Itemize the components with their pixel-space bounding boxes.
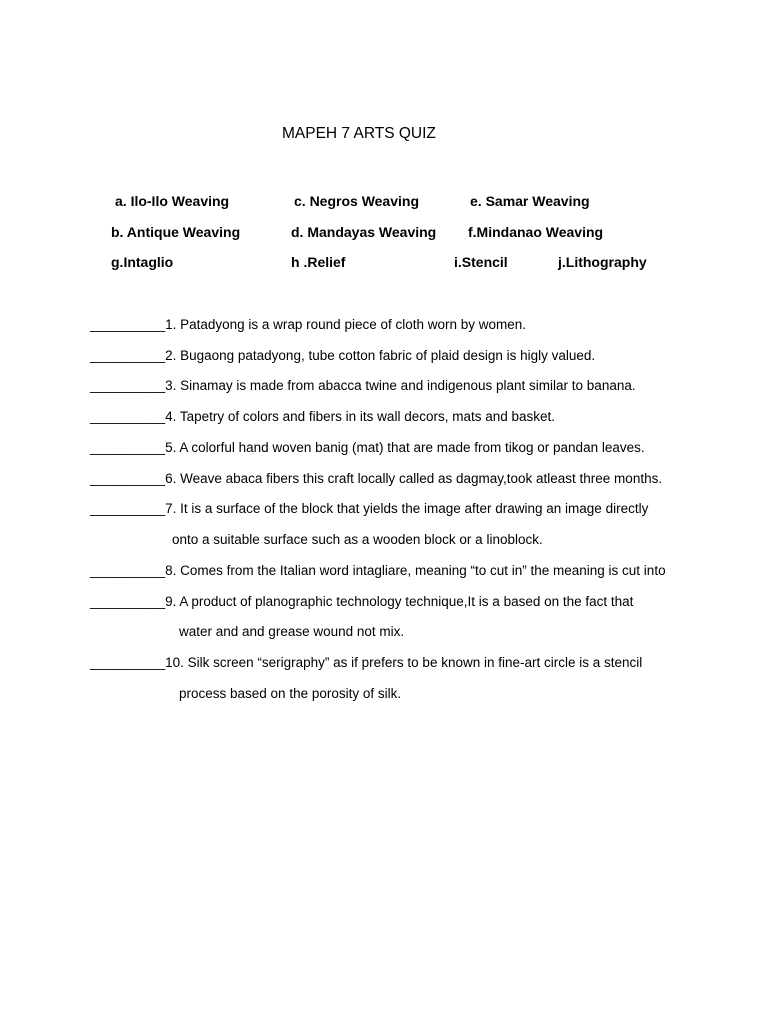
choice-d: d. Mandayas Weaving	[291, 224, 437, 240]
choice-f: f.Mindanao Weaving	[468, 224, 604, 240]
question-5: __________5. A colorful hand woven banig (mat) that are made from tikog or pandan leaves.	[90, 440, 645, 455]
choice-e: e. Samar Weaving	[470, 193, 590, 209]
question-4: __________4. Tapetry of colors and fibers in its wall decors, mats and basket.	[90, 409, 556, 424]
choice-g: g.Intaglio	[111, 254, 174, 270]
page-title: MAPEH 7 ARTS QUIZ	[282, 125, 436, 142]
question-9: __________9. A product of planographic technology technique,It is a based on the fact that	[90, 594, 634, 609]
choice-i: i.Stencil	[454, 254, 508, 270]
choice-b: b. Antique Weaving	[111, 224, 241, 240]
question-7: __________7. It is a surface of the block that yields the image after drawing an image directly	[90, 501, 649, 516]
question-1: __________1. Patadyong is a wrap round piece of cloth worn by women.	[90, 317, 527, 332]
question-7-continuation: onto a suitable surface such as a wooden block or a linoblock.	[172, 532, 543, 547]
question-2: __________2. Bugaong patadyong, tube cotton fabric of plaid design is higly valued.	[90, 348, 596, 363]
question-8: __________8. Comes from the Italian word intagliare, meaning “to cut in” the meaning is cut into	[90, 563, 666, 578]
choice-c: c. Negros Weaving	[294, 193, 420, 209]
question-10: __________10. Silk screen “serigraphy” as if prefers to be known in fine-art circle is a stencil	[90, 655, 643, 670]
choice-h: h .Relief	[291, 254, 346, 270]
question-9-continuation: water and and grease wound not mix.	[179, 624, 405, 639]
choice-a: a. Ilo-Ilo Weaving	[115, 193, 230, 209]
choice-j: j.Lithography	[558, 254, 647, 270]
question-6: __________6. Weave abaca fibers this craft locally called as dagmay,took atleast three months.	[90, 471, 663, 486]
question-10-continuation: process based on the porosity of silk.	[179, 686, 402, 701]
question-3: __________3. Sinamay is made from abacca twine and indigenous plant similar to banana.	[90, 378, 636, 393]
